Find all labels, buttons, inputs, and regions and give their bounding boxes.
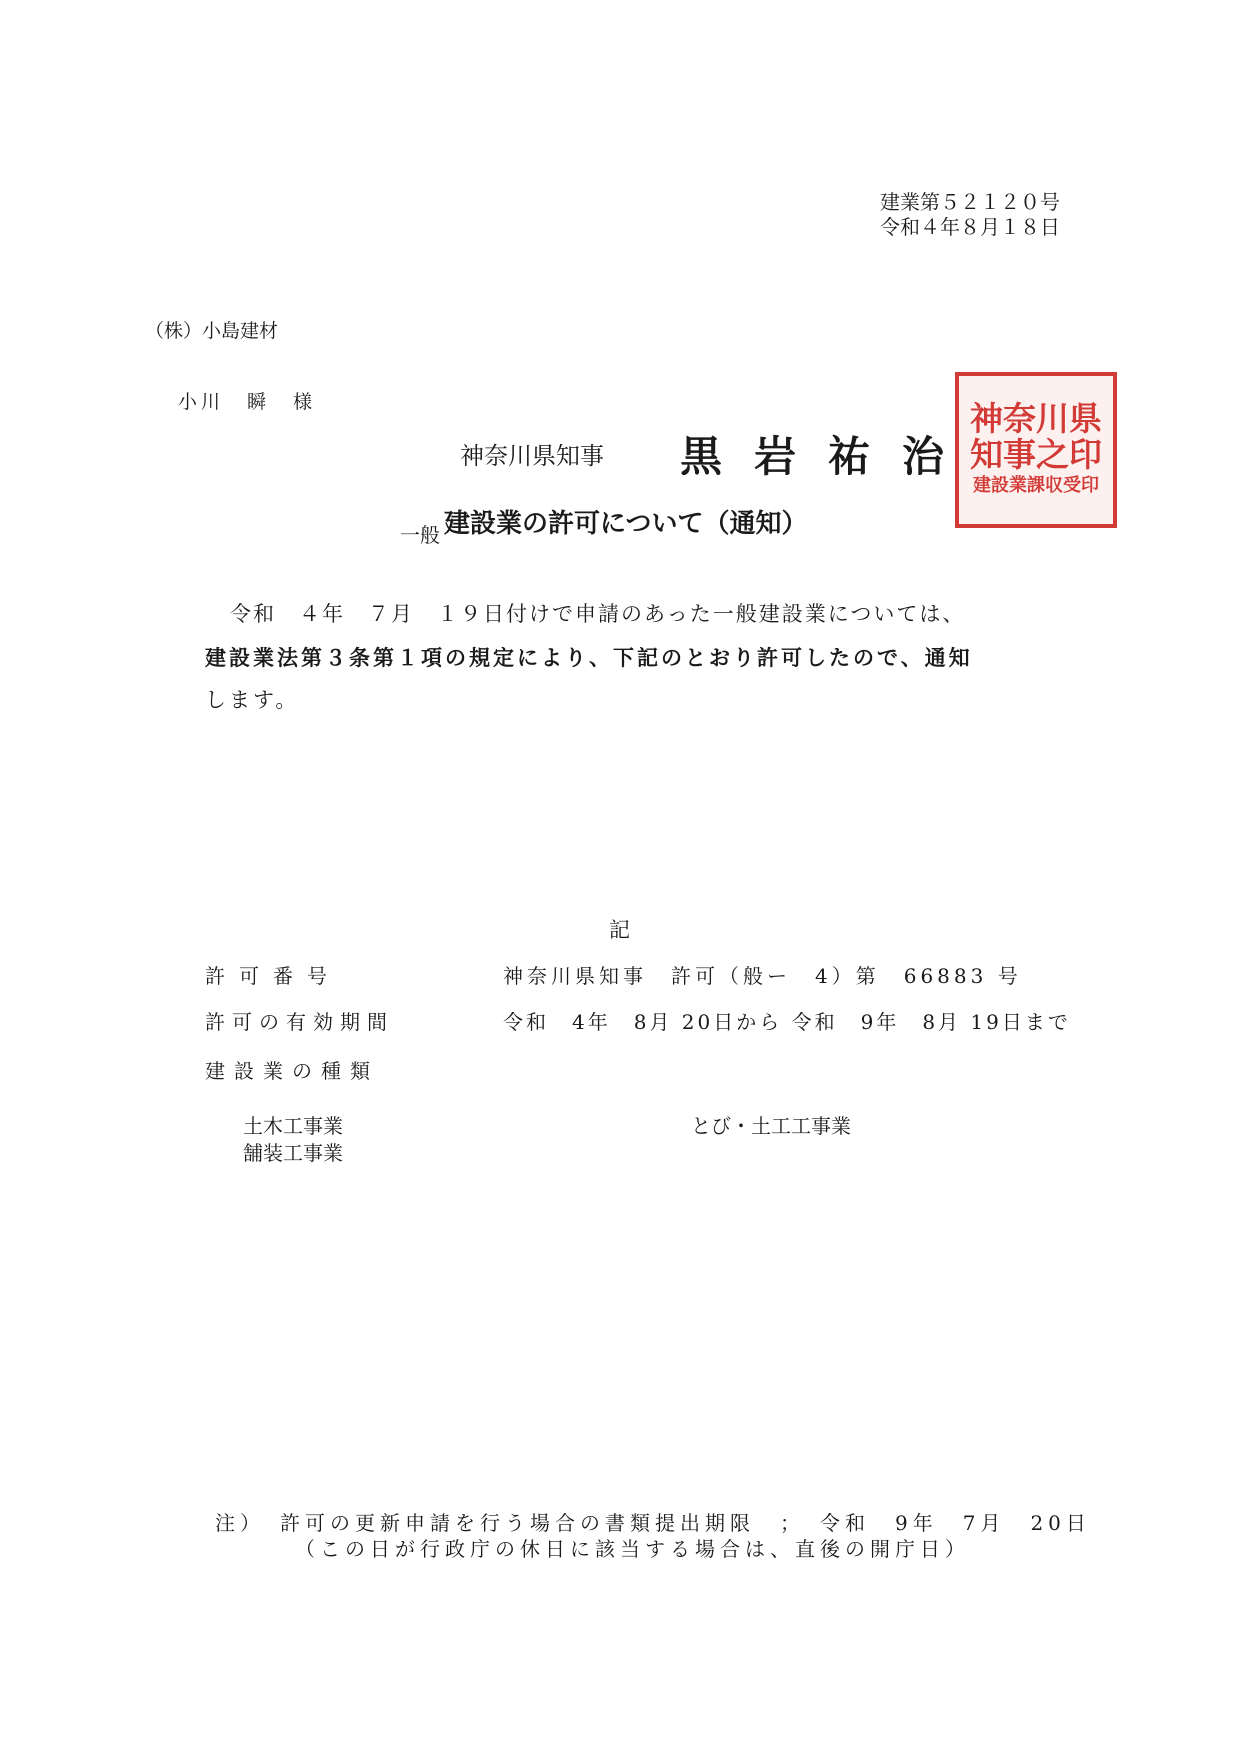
kind-item: 舗装工事業 — [243, 1141, 343, 1165]
recipient-company: （株）小島建材 — [145, 320, 279, 342]
permit-number-label: 許可番号 — [205, 964, 341, 988]
body-line-2: 建設業法第３条第１項の規定により、下記のとおり許可したので、通知 — [205, 645, 973, 670]
seal-text-middle: 知事之印 — [970, 435, 1102, 474]
seal-text-top: 神奈川県 — [970, 399, 1102, 438]
permit-number-value: 神奈川県知事 許可（般ー 4）第 66883 号 — [503, 964, 1022, 988]
issuer-name: 黒岩祐治 — [680, 432, 977, 481]
document-header — [860, 190, 1060, 240]
seal-text-bottom: 建設業課収受印 — [973, 475, 1099, 496]
footnote-line-1: 注） 許可の更新申請を行う場合の書類提出期限 ； 令和 9年 7月 20日 — [215, 1511, 1091, 1535]
official-seal — [955, 372, 1117, 528]
body-line-1: 令和 ４年 ７月 １９日付けで申請のあった一般建設業については、 — [230, 602, 966, 626]
validity-label: 許可の有効期間 — [205, 1010, 394, 1034]
kind-item: 土木工事業 — [243, 1114, 343, 1138]
document-date: 令和４年８月１８日 — [880, 215, 1060, 239]
issuer-title: 神奈川県知事 — [460, 442, 604, 470]
footnote — [215, 1510, 1091, 1562]
kind-item: とび・土工工事業 — [691, 1114, 851, 1138]
footnote-line-2: （この日が行政庁の休日に該当する場合は、直後の開庁日） — [295, 1537, 970, 1561]
kinds-label: 建設業の種類 — [205, 1059, 379, 1083]
recipient-person: 小川 瞬 様 — [178, 391, 317, 413]
notice-body — [205, 593, 1065, 722]
body-line-3: します。 — [205, 688, 300, 712]
document-number: 建業第５２１２０号 — [880, 190, 1060, 214]
subject-prefix: 一般 — [400, 523, 440, 547]
validity-value: 令和 4年 8月 20日から 令和 9年 8月 19日まで — [503, 1010, 1071, 1034]
subject-line — [400, 503, 808, 547]
subject-title: 建設業の許可について（通知） — [444, 509, 808, 539]
record-heading: 記 — [609, 918, 630, 942]
